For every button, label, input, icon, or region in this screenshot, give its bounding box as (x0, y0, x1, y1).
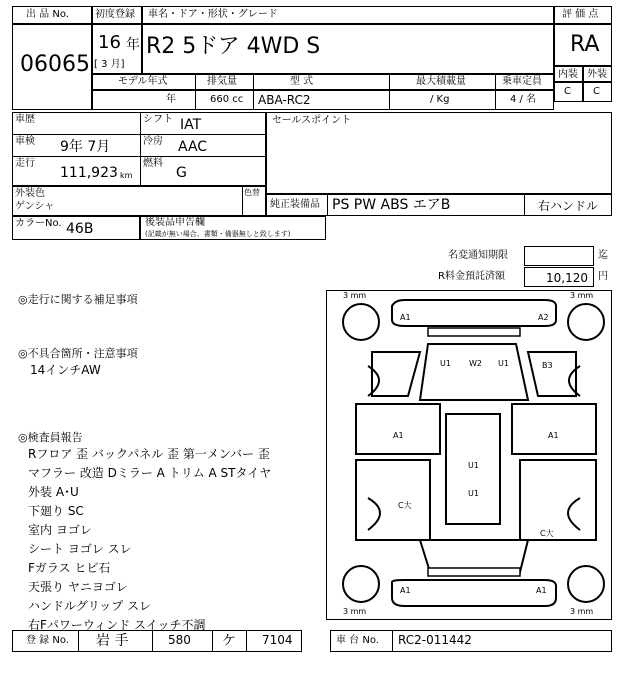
tire-depth-fl: 3 mm (343, 291, 367, 300)
report-line: ハンドルグリップ スレ (28, 599, 152, 613)
model-label: 型 式 (290, 76, 314, 87)
inspection-label: 車検 (15, 136, 35, 147)
inspection: 9年 7月 (60, 139, 111, 155)
report-line: 外装 A･U (28, 485, 79, 499)
report-line: シート ヨゴレ スレ (28, 542, 132, 556)
report-line: マフラー 改造 Dミラー A トリム A STタイヤ (28, 466, 272, 480)
reg-kana: ケ (222, 633, 236, 649)
recycle-value: 10,120 (546, 271, 588, 285)
damage-mark: W2 (469, 359, 482, 368)
transfer-suffix: 迄 (598, 250, 608, 261)
tire-depth-rr: 3 mm (570, 607, 594, 616)
reg-class: 580 (168, 633, 191, 647)
equipment-label: 純正装備品 (270, 199, 320, 210)
fuel-label: 燃料 (143, 158, 163, 169)
driving-notes-title: ◎走行に関する補足事項 (18, 293, 138, 306)
color-no: 46B (66, 221, 94, 237)
reg-month: [ 3 月] (94, 59, 125, 70)
mileage-label: 走行 (15, 158, 35, 169)
lot-number: 06065 (20, 52, 90, 77)
damage-mark: A1 (548, 431, 559, 440)
chassis-number: RC2-011442 (398, 633, 472, 647)
reg-label: 登 録 No. (26, 635, 69, 646)
grade-label: 評 価 点 (562, 9, 599, 20)
name-label: 車名・ドア・形状・グレード (148, 9, 278, 20)
reg-area: 岩 手 (96, 633, 129, 649)
report-line: 室内 ヨゴレ (28, 523, 92, 537)
damage-mark: C大 (398, 501, 412, 510)
report-line: Rフロア 歪 バックパネル 歪 第一メンバー 歪 (28, 447, 270, 461)
recycle-unit: 円 (598, 271, 608, 282)
damage-mark: B3 (542, 361, 553, 370)
history-label: 車歴 (15, 114, 35, 125)
interior-value: C (564, 86, 571, 97)
model: ABA-RC2 (258, 93, 311, 107)
model-year: 年 (166, 94, 176, 105)
aftermarket-note: (記載が無い場合、書類・備器無しと致します) (145, 230, 291, 238)
shift-label: シフト (143, 114, 173, 125)
model-year-label: モデル年式 (118, 76, 168, 87)
defects-item: 14インチAW (30, 363, 101, 377)
sales-point-label: セールスポイント (272, 115, 352, 126)
report-line: 天張り ヤニヨゴレ (28, 580, 128, 594)
damage-mark: U1 (498, 359, 509, 368)
color: ゲンシャ (15, 201, 55, 212)
capacity-label: 乗車定員 (502, 76, 542, 87)
damage-mark: A1 (393, 431, 404, 440)
capacity: 4 / 名 (510, 94, 537, 105)
interior-label: 内装 (558, 69, 578, 80)
defects-title: ◎不具合箇所・注意事項 (18, 347, 138, 360)
lot-label: 出 品 No. (26, 9, 69, 20)
mileage-unit: km (120, 171, 133, 180)
grade-value: RA (570, 32, 600, 57)
chassis-label: 車 台 No. (336, 635, 379, 646)
first-reg-label: 初度登録 (95, 9, 135, 20)
reg-year-suffix: 年 (126, 37, 140, 53)
damage-mark: U1 (468, 489, 479, 498)
equipment: PS PW ABS エアB (332, 197, 451, 213)
damage-mark: U1 (468, 461, 479, 470)
displacement: 660 cc (210, 94, 244, 105)
mileage: 111,923 (60, 165, 118, 181)
repaint-label: 色替 (244, 188, 260, 197)
report-line: 右Fパワーウィンド スイッチ不調 (28, 618, 206, 632)
ac: AAC (178, 139, 208, 155)
max-load-label: 最大積載量 (416, 76, 466, 87)
max-load: / Kg (430, 94, 450, 105)
reg-year: 16 (98, 32, 121, 53)
tire-depth-fr: 3 mm (570, 291, 594, 300)
inspector-title: ◎検査員報告 (18, 431, 83, 444)
fuel: G (176, 165, 187, 181)
exterior-value: C (593, 86, 600, 97)
car-name: R2 5ドア 4WD S (146, 34, 321, 59)
steering: 右ハンドル (538, 199, 599, 213)
reg-number: 7104 (262, 633, 293, 647)
damage-mark: C大 (540, 529, 554, 538)
displacement-label: 排気量 (207, 76, 237, 87)
recycle-label: R料金預託済額 (438, 271, 505, 282)
exterior-label: 外装 (587, 69, 607, 80)
report-line: 下廻り SC (28, 504, 84, 518)
damage-mark: A1 (536, 586, 547, 595)
transfer-label: 名変通知期限 (448, 250, 508, 261)
tire-depth-rl: 3 mm (343, 607, 367, 616)
damage-mark: A2 (538, 313, 549, 322)
ac-label: 冷房 (143, 136, 163, 147)
damage-mark: A1 (400, 586, 411, 595)
shift: IAT (180, 117, 202, 133)
color-label: 外装色 (15, 188, 45, 199)
damage-mark: A1 (400, 313, 411, 322)
color-no-label: カラーNo. (15, 218, 62, 229)
damage-mark: U1 (440, 359, 451, 368)
aftermarket-label: 後装品申告欄 (145, 217, 205, 228)
report-line: Fガラス ヒビ石 (28, 561, 111, 575)
